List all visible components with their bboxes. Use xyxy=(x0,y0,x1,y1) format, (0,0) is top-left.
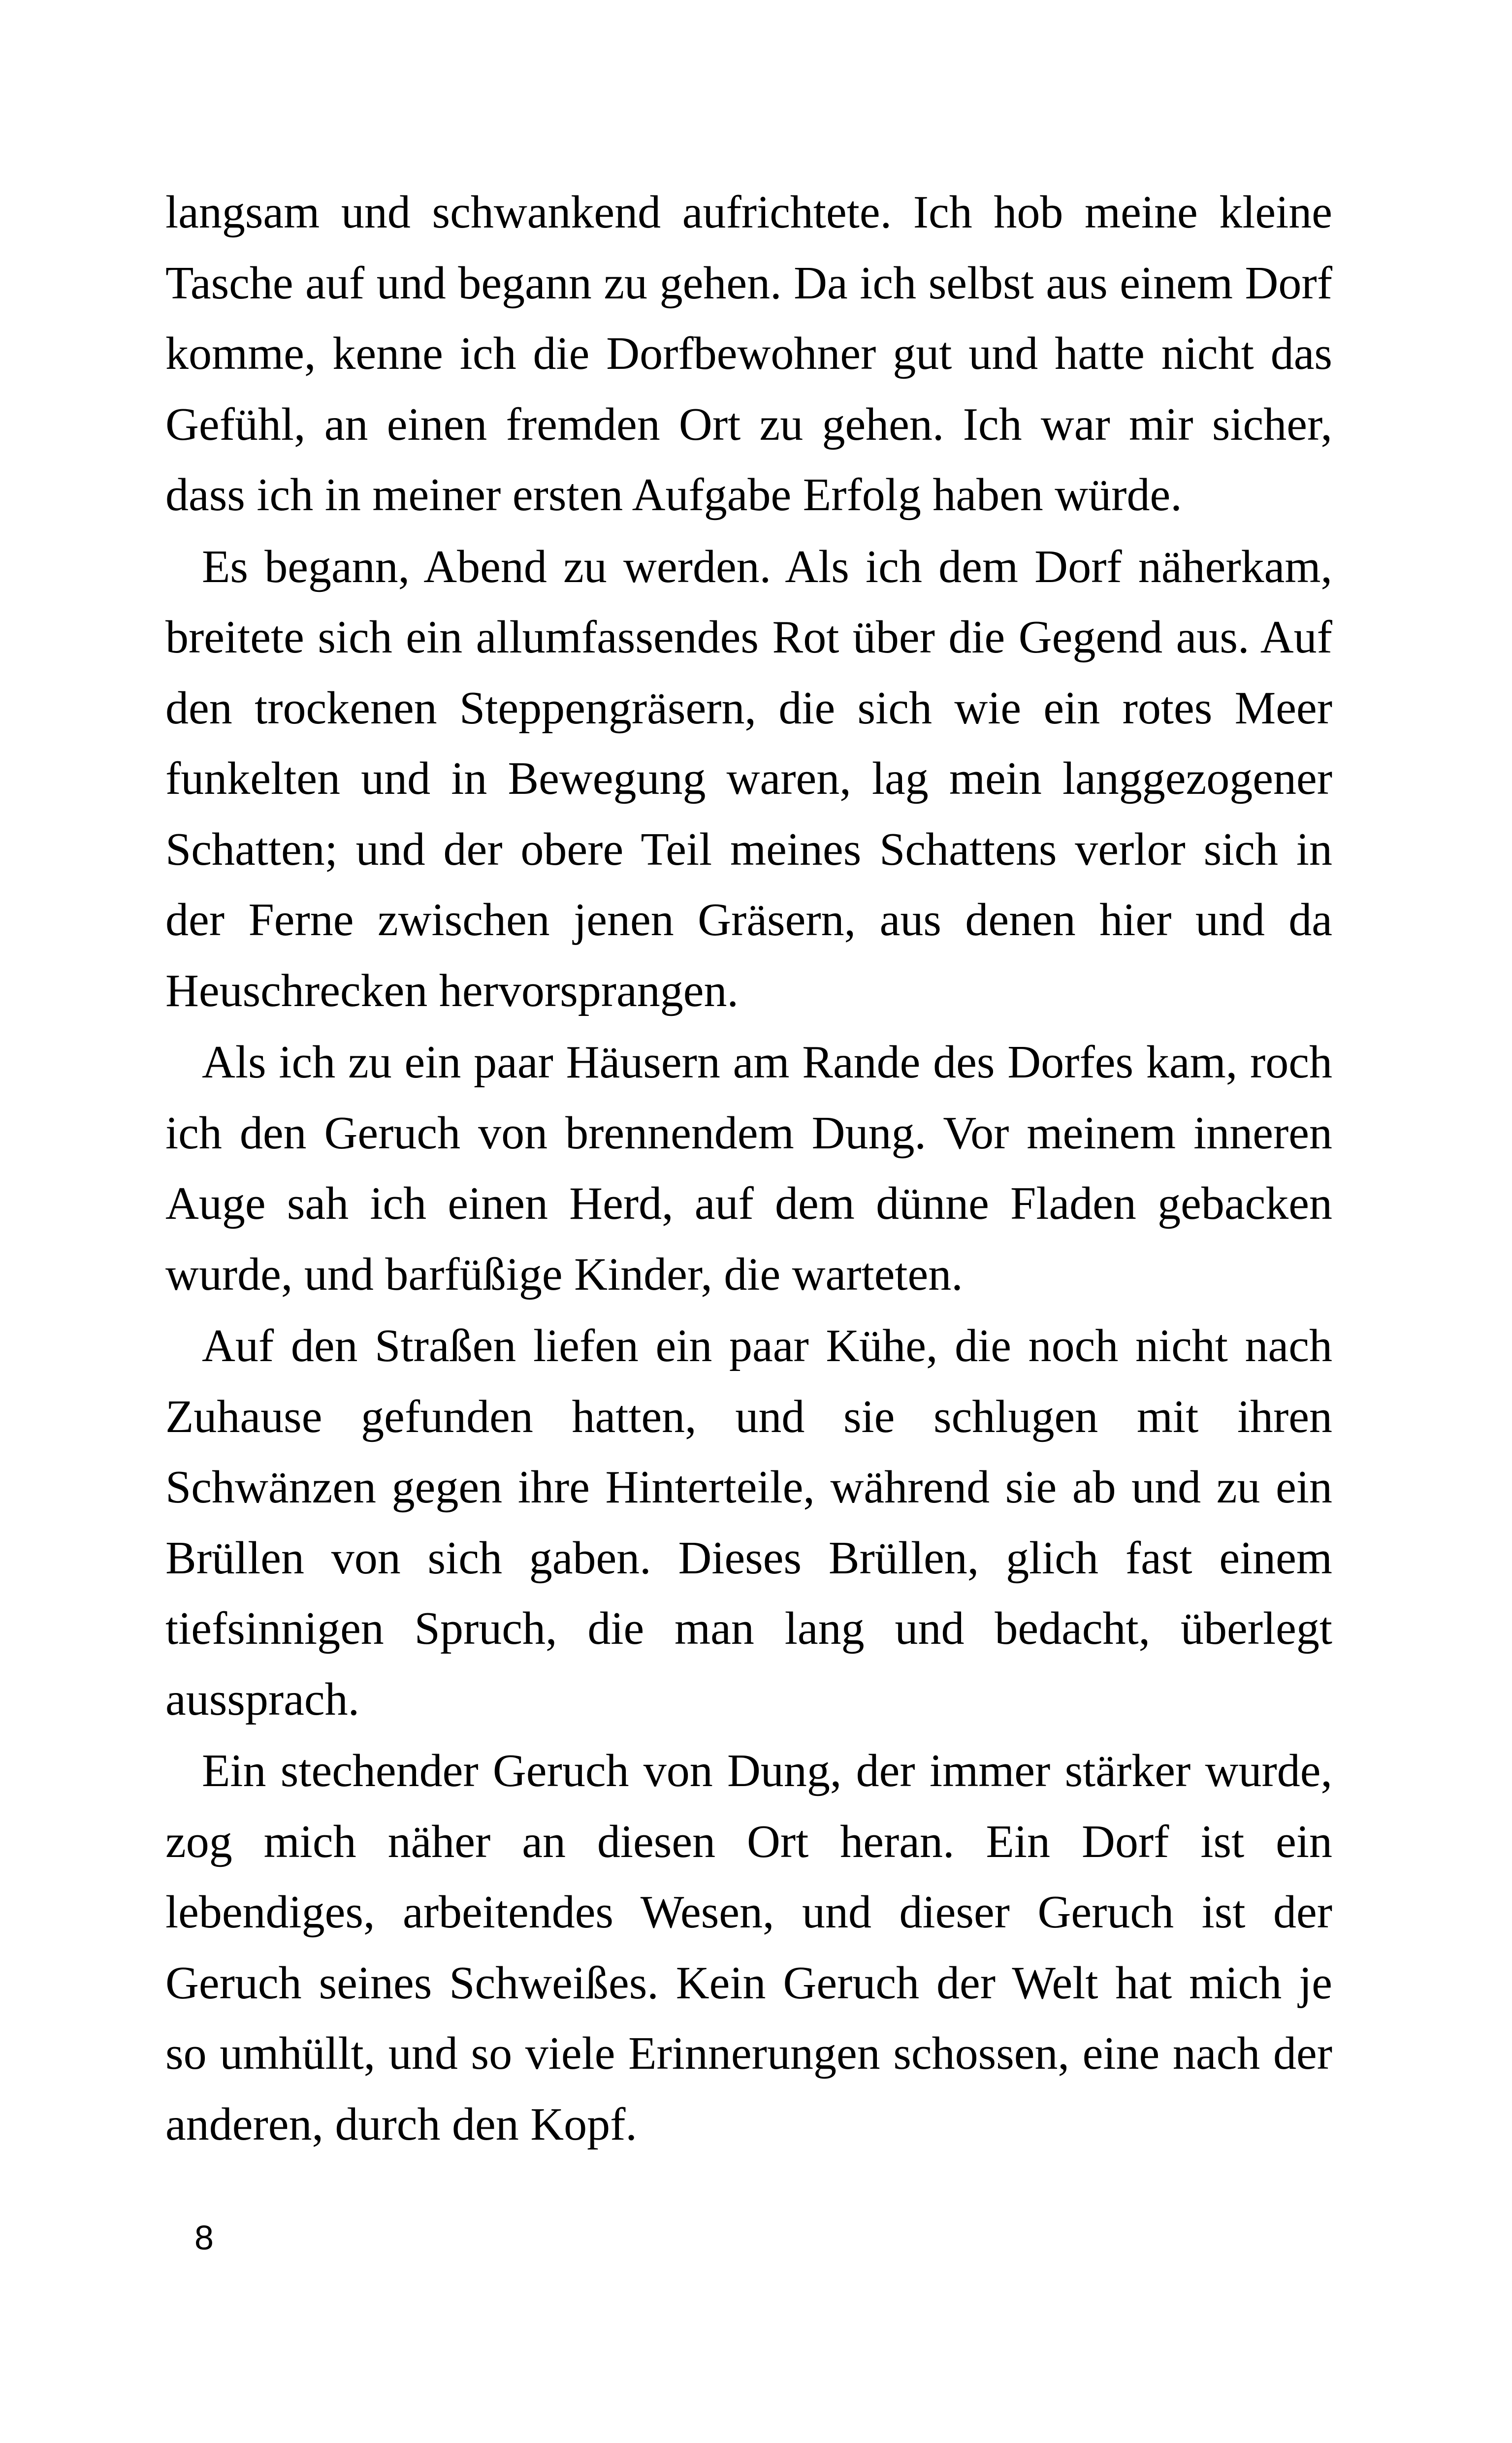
paragraph-1: langsam und schwankend aufrichtete. Ich hob meine kleine Tasche auf und begann zu gehen. Da ich selbst aus einem Dorf komme, kenne ich die Dorfbewohner gut und hatte nicht das Gefühl, an einen fremden Ort zu gehen. Ich war mir sicher, dass ich in meiner ersten Aufgabe Erfolg haben würde. xyxy=(165,187,1332,521)
paragraph-4: Auf den Straßen liefen ein paar Kühe, die noch nicht nach Zuhause gefunden hatten, und sie schlugen mit ihren Schwänzen gegen ihre Hinterteile, während sie ab und zu ein Brüllen von sich gaben. Dieses Brüllen, glich fast einem tiefsinnigen Spruch, die man lang und bedacht, überlegt aussprach. xyxy=(165,1320,1332,1725)
paragraph-2: Es begann, Abend zu werden. Als ich dem Dorf näherkam, breitete sich ein allumfassendes Rot über die Gegend aus. Auf den trockenen Steppengräsern, die sich wie ein rotes Meer funkelten und in Bewegung waren, lag mein langgezogener Schatten; und der obere Teil meines Schattens verlor sich in der Ferne zwischen jenen Gräsern, aus denen hier und da Heuschrecken hervorsprangen. xyxy=(165,541,1332,1016)
page-number: 8 xyxy=(194,2218,214,2257)
body-text xyxy=(165,177,1332,2160)
paragraph-5: Ein stechender Geruch von Dung, der immer stärker wurde, zog mich näher an diesen Ort heran. Ein Dorf ist ein lebendiges, arbeitendes Wesen, und dieser Geruch ist der Geruch seines Schweißes. Kein Geruch der Welt hat mich je so umhüllt, und so viele Erinnerungen schossen, eine nach der anderen, durch den Kopf. xyxy=(165,1745,1332,2150)
paragraph-3: Als ich zu ein paar Häusern am Rande des Dorfes kam, roch ich den Geruch von brennendem Dung. Vor meinem inneren Auge sah ich einen Herd, auf dem dünne Fladen gebacken wurde, und barfüßige Kinder, die warteten. xyxy=(165,1037,1332,1300)
